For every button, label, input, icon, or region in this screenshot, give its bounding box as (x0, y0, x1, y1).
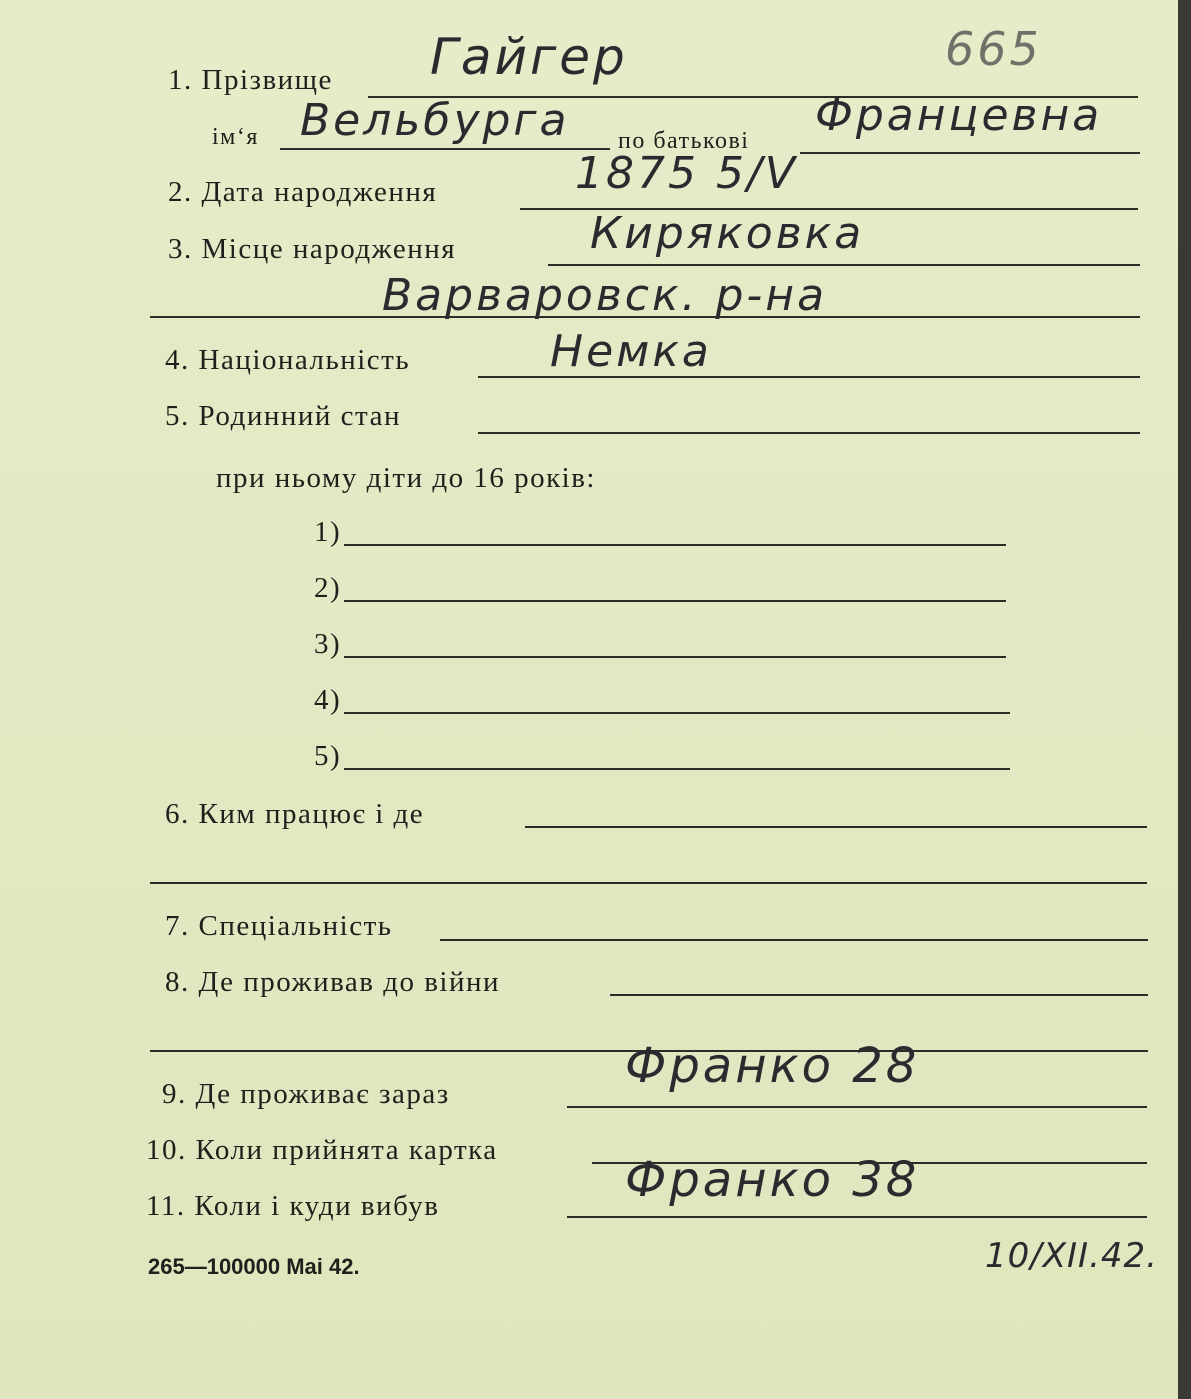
line-child-2 (344, 600, 1006, 602)
label-card-accepted: 10. Коли прийнята картка (146, 1134, 498, 1166)
line-patronymic (800, 152, 1140, 154)
line-birth-place (548, 264, 1140, 266)
label-specialty: 7. Спеціальність (165, 910, 393, 942)
label-surname: 1. Прізвище (168, 64, 333, 96)
handwritten-file-number: 665 (945, 22, 1042, 76)
label-children: при ньому діти до 16 років: (216, 462, 596, 494)
handwritten-surname: Гайгер (430, 28, 628, 86)
label-child-4: 4) (314, 684, 342, 716)
label-child-5: 5) (314, 740, 342, 772)
line-first-name (280, 148, 610, 150)
handwritten-birth-place-line2: Варваровск. р-на (382, 270, 828, 321)
label-current-residence: 9. Де проживає зараз (162, 1078, 450, 1110)
line-work-2 (150, 882, 1147, 884)
line-marital-status (478, 432, 1140, 434)
label-child-3: 3) (314, 628, 342, 660)
label-first-name: ім‘я (212, 124, 259, 150)
handwritten-birth-date: 1875 5/V (575, 148, 798, 199)
label-departed: 11. Коли і куди вибув (146, 1190, 440, 1222)
label-child-2: 2) (314, 572, 342, 604)
label-nationality: 4. Національність (165, 344, 411, 376)
line-departed (567, 1216, 1147, 1218)
handwritten-date: 10/XII.42. (985, 1236, 1158, 1276)
line-child-5 (344, 768, 1010, 770)
handwritten-patronymic: Францевна (815, 90, 1103, 141)
handwritten-current-residence: Франко 28 (625, 1038, 920, 1094)
paper-edge-shadow (1178, 0, 1191, 1399)
line-work (525, 826, 1147, 828)
print-run-footer: 265—100000 Mai 42. (148, 1254, 360, 1279)
line-child-3 (344, 656, 1006, 658)
handwritten-birth-place-line1: Киряковка (590, 208, 865, 259)
label-birth-date: 2. Дата народження (168, 176, 438, 208)
label-patronymic: по батькові (618, 128, 750, 154)
label-prewar-residence: 8. Де проживав до війни (165, 966, 501, 998)
line-child-4 (344, 712, 1010, 714)
handwritten-nationality: Немка (550, 326, 712, 377)
line-prewar-residence (610, 994, 1148, 996)
label-birth-place: 3. Місце народження (168, 233, 457, 265)
line-specialty (440, 939, 1148, 941)
line-current-residence (567, 1106, 1147, 1108)
handwritten-departed: Франко 38 (625, 1152, 920, 1208)
label-work: 6. Ким працює і де (165, 798, 425, 830)
label-marital-status: 5. Родинний стан (165, 400, 401, 432)
handwritten-first-name: Вельбурга (300, 95, 570, 146)
label-child-1: 1) (314, 516, 342, 548)
line-child-1 (344, 544, 1006, 546)
